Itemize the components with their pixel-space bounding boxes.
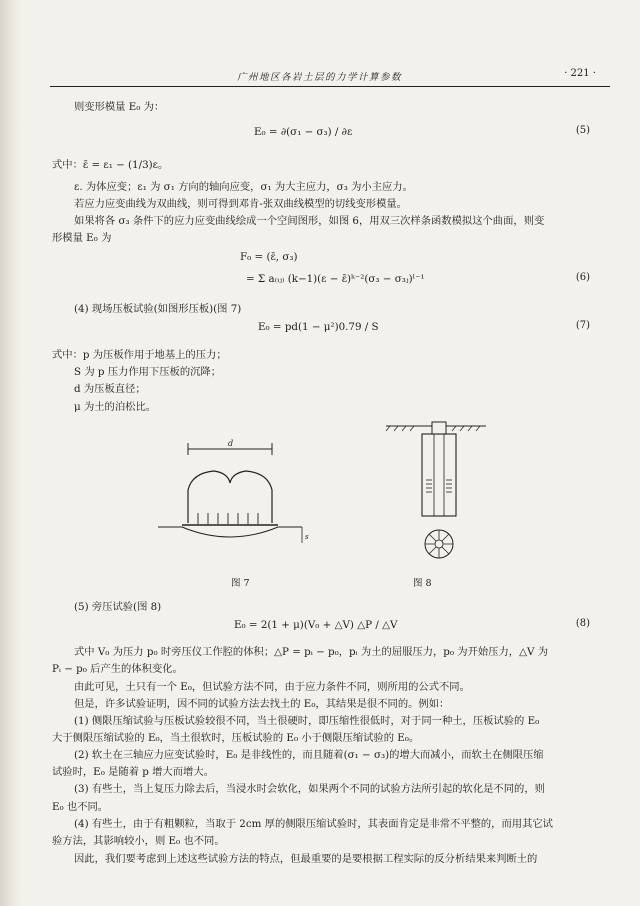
equation-7-number: (7): [575, 320, 590, 331]
paragraph-1: 则变形模量 E₀ 为：: [74, 101, 165, 113]
pressure-marks: [426, 480, 452, 492]
equation-6-line-2: = Σ a₍ᵢⱼ₎ (k−1)(ε − ε̄)ᵏ⁻²(σ₃ − σ₃ⱼ)ˡ⁻¹: [246, 273, 425, 285]
header-rule: [50, 86, 610, 87]
paragraph-10: μ 为土的泊松比。: [74, 401, 157, 413]
paragraph-8: S 为 p 压力作用下压板的沉降；: [74, 366, 222, 378]
figure-7-caption: 图 7: [231, 578, 250, 589]
dimension-label: d: [228, 439, 234, 448]
paragraph-6: (4) 现场压板试验(如图形压板)(图 7): [74, 303, 242, 315]
paragraph-13: 由此可见，土只有一个 E₀，但试验方法不同，由于应力条件不同，则所用的公式不同。: [74, 681, 470, 693]
borehole: [422, 434, 456, 516]
load-arrows: [198, 513, 258, 524]
page-number: · 221 ·: [564, 68, 596, 79]
svg-text:s: s: [305, 533, 309, 541]
equation-5: E₀ = ∂(σ₁ − σ₃) / ∂ε: [254, 126, 353, 138]
paragraph-15-line-1: (1) 侧限压缩试验与压板试验较很不同，当土很硬时，即压缩性很低时，对于同一种土，压板试验的 E₀: [74, 715, 540, 727]
figure-8-pressuremeter-diagram: [382, 418, 492, 568]
paragraph-2: 式中：ε̄ = ε₁ − (1/3)ε。: [52, 159, 169, 171]
paragraph-3: ε. 为体应变；ε₁ 为 σ₁ 方向的轴向应变，σ₁ 为大主应力，σ₃ 为小主应力。: [74, 181, 413, 193]
running-title: 广州地区各岩土层的力学计算参数: [237, 72, 403, 83]
paragraph-17-line-1: (3) 有些土，当上复压力除去后，当浸水时会软化，如果两个不同的试验方法所引起的软化是不同的，则: [74, 783, 545, 795]
equation-6-number: (6): [575, 272, 590, 283]
paragraph-9: d 为压板直径；: [74, 383, 146, 395]
equation-5-number: (5): [575, 125, 590, 136]
equation-6-line-1: F₀ = (ε̄, σ₃): [240, 251, 298, 263]
equation-8: E₀ = 2(1 + μ)(V₀ + △V) △P / △V: [234, 619, 398, 631]
paragraph-18-line-1: (4) 有些土，由于有粗颗粒，当取于 2cm 厚的侧限压缩试验时，其表面肯定是非常不平整的，而用其它试: [74, 818, 553, 830]
paragraph-12-line-2: Pᵢ − p₀ 后产生的体积变化。: [52, 663, 183, 675]
paragraph-7: 式中：p 为压板作用于地基上的压力；: [52, 349, 227, 361]
paragraph-15-line-2: 大于侧限压缩试验的 E₀，当土很软时，压板试验的 E₀ 小于侧限压缩试验的 E₀。: [52, 732, 420, 744]
figure-8-caption: 图 8: [413, 578, 432, 589]
paragraph-11: (5) 旁压试验(图 8): [74, 601, 162, 613]
document-page: [22, 0, 640, 906]
pressure-bulb: [188, 471, 272, 523]
paragraph-4: 若应力应变曲线为双曲线，则可得到邓肯-张双曲线模型的切线变形模量。: [74, 198, 407, 210]
book-spine-shadow: [0, 0, 22, 906]
equation-7: E₀ = pd(1 − μ²)0.79 / S: [258, 321, 379, 333]
paragraph-17-line-2: E₀ 也不同。: [52, 801, 109, 813]
paragraph-18-line-2: 验方法，其影响较小，则 E₀ 也不同。: [52, 835, 225, 847]
paragraph-5-line-1: 如果将各 σ₃ 条件下的应力应变曲线绘成一个空间图形，如图 6，用双三次样条函数模拟这个曲面，则变: [74, 215, 545, 227]
paragraph-5-line-2: 形模量 E₀ 为: [52, 232, 112, 244]
equation-8-number: (8): [575, 618, 590, 629]
figure-7-plate-load-diagram: [152, 435, 322, 565]
probe: [434, 434, 444, 516]
paragraph-16-line-2: 试验时，E₀ 是随着 p 增大而增大。: [52, 766, 214, 778]
paragraph-14: 但是，许多试验证明，因不同的试验方法去找土的 E₀，其结果是很不同的。例如：: [74, 698, 450, 710]
paragraph-16-line-1: (2) 软土在三轴应力应变试验时，E₀ 是非线性的，而且随着(σ₁ − σ₃)的增大而减小，而软土在侧限压缩: [74, 749, 544, 761]
paragraph-12-line-1: 式中 V₀ 为压力 p₀ 时旁压仪工作腔的体积；△P = pᵢ − p₀，pᵢ 为土的屈服压力，p₀ 为开始压力，△V 为: [74, 646, 549, 658]
settlement-curve: [158, 527, 302, 537]
paragraph-19: 因此，我们要考虑到上述这些试验方法的特点，但最重要的是要根据工程实际的反分析结果来判断土的: [74, 853, 538, 865]
